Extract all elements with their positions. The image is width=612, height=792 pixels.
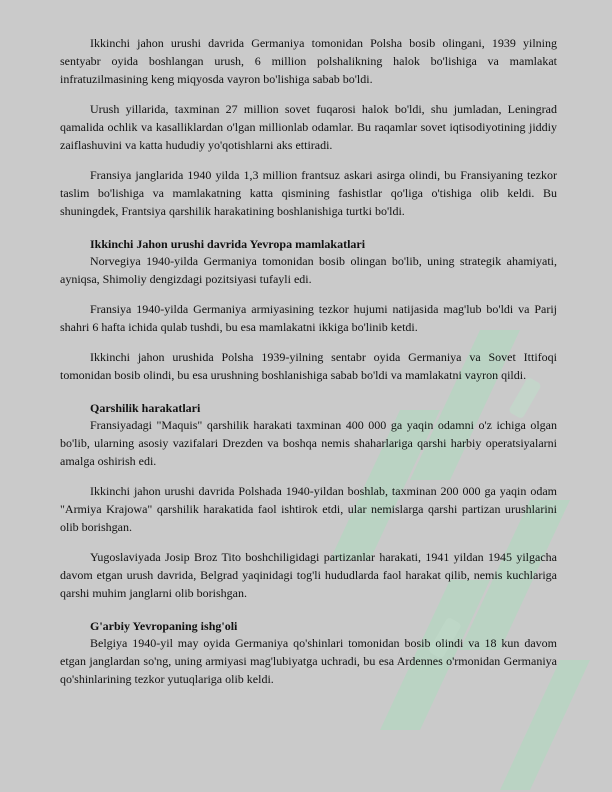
paragraph-2: Urush yillarida, taxminan 27 million sovet fuqarosi halok bo'ldi, shu jumladan, Leningrad qamalida ochlik va kasalliklardan o'lgan millionlab odamlar. Bu raqamlar sovet iqtisodiyotining jiddiy zaiflashuvini va katta hududiy yo'qotishlarni aks ettiradi.	[60, 102, 557, 152]
document-content	[60, 34, 557, 688]
section-heading-europe: Ikkinchi Jahon urushi davrida Yevropa mamlakatlari	[90, 237, 366, 251]
section-heading-occupation: G'arbiy Yevropaning ishg'oli	[90, 619, 238, 633]
paragraph-3: Fransiya janglarida 1940 yilda 1,3 million frantsuz askari asirga olindi, bu Fransiyaning tezkor taslim bo'lishiga va mamlakatning katta qismining fashistlar qo'liga o'tishiga olib keldi. Bu shuningdek, Frantsiya qarshilik harakatining boshlanishiga turtki bo'ldi.	[60, 168, 557, 218]
section-heading-resistance: Qarshilik harakatlari	[90, 401, 201, 415]
paragraph-10: Belgiya 1940-yil may oyida Germaniya qo'shinlari tomonidan bosib olindi va 18 kun davom etgan janglardan so'ng, uning armiyasi mag'lubiyatga uchradi, bu esa Ardennes o'rmonidan Germaniya qo'shinlarining tezkor yutuqlariga olib keldi.	[60, 636, 557, 686]
paragraph-5: Fransiya 1940-yilda Germaniya armiyasining tezkor hujumi natijasida mag'lub bo'ldi va Parij shahri 6 hafta ichida qulab tushdi, bu esa mamlakatni ikkiga bo'linib ketdi.	[60, 302, 557, 334]
paragraph-6: Ikkinchi jahon urushida Polsha 1939-yilning sentabr oyida Germaniya va Sovet Ittifoqi tomonidan bosib olindi, bu esa urushning boshlanishiga sabab bo'ldi va mamlakatni vayron qildi.	[60, 350, 557, 382]
paragraph-9: Yugoslaviyada Josip Broz Tito boshchiligidagi partizanlar harakati, 1941 yildan 1945 yilgacha davom etgan urush davrida, Belgrad yaqinidagi tog'li hududlarda faol harakat qilib, nemis kuchlariga qarshi muhim janglarni olib borishgan.	[60, 550, 557, 600]
paragraph-4: Norvegiya 1940-yilda Germaniya tomonidan bosib olingan bo'lib, uning strategik ahamiyati, ayniqsa, Shimoliy dengizdagi pozitsiyasi tufayli edi.	[60, 254, 557, 286]
paragraph-7: Fransiyadagi "Maquis" qarshilik harakati taxminan 400 000 ga yaqin odamni o'z ichiga olgan bo'lib, ularning asosiy vazifalari Drezden va boshqa nemis shaharlariga qarshi harbiy operatsiyalarni amalga oshirish edi.	[60, 418, 557, 468]
paragraph-8: Ikkinchi jahon urushi davrida Polshada 1940-yildan boshlab, taxminan 200 000 ga yaqin odam "Armiya Krajowa" qarshilik harakatida faol ishtirok etdi, ular nemislarga qarshi partizan urushlarini olib borishgan.	[60, 484, 557, 534]
paragraph-1: Ikkinchi jahon urushi davrida Germaniya tomonidan Polsha bosib olingani, 1939 yilning sentyabr oyida boshlangan urush, 6 million polshalikning halok bo'lishiga va mamlakat infratuzilmasining keng miqyosda vayron bo'lishiga sabab bo'ldi.	[60, 36, 557, 86]
